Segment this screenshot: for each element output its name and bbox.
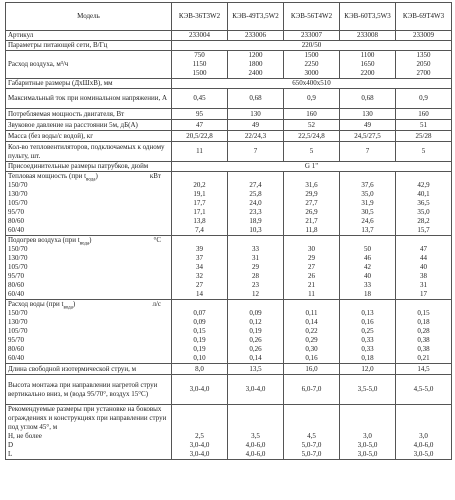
power-label: Параметры питающей сети, В/Гц [6,41,172,51]
jet-length-value: 13,5 [228,364,284,375]
recommended-sizes-values: 3,5 4,0-6,0 4,0-6,0 [228,405,284,460]
heaters-value: 11 [172,142,228,162]
air-heating-group [6,236,452,300]
current-value: 0,9 [396,89,452,109]
recommended-sizes-values: 4,5 5,0-7,0 5,0-7,0 [284,405,340,460]
article-value: 233007 [284,31,340,41]
mass-value: 22,5/24,8 [284,131,340,142]
power-value: 220/50 [172,41,452,51]
mounting-height-value: 3,0-4,0 [228,375,284,405]
motor-value: 95 [172,109,228,120]
current-label: Максимальный ток при номинальном напряжении, А [6,89,172,109]
jet-length-row [6,364,452,375]
mounting-height-value: 6,0-7,0 [284,375,340,405]
header-model-5: КЭВ-69Т4W3 [396,3,452,31]
water-flow-group [6,300,452,364]
heaters-value: 5 [284,142,340,162]
heat-output-values: 20,2 19,1 17,7 17,1 13,8 7,4 [172,172,228,236]
motor-row [6,109,452,120]
mass-value: 25/28 [396,131,452,142]
airflow-values: 1200 1800 2400 [228,51,284,79]
jet-length-value: 14,5 [396,364,452,375]
header-model-1: КЭВ-36Т3W2 [172,3,228,31]
mounting-height-row [6,375,452,405]
noise-value: 49 [228,120,284,131]
airflow-values: 1350 2050 2700 [396,51,452,79]
airflow-values: 1100 1650 2200 [340,51,396,79]
motor-value: 130 [228,109,284,120]
article-value: 233004 [172,31,228,41]
heaters-value: 7 [340,142,396,162]
mass-value: 22/24,3 [228,131,284,142]
mass-row [6,131,452,142]
air-heating-values: 50 46 42 40 33 18 [340,236,396,300]
header-model-2: КЭВ-49Т3,5W2 [228,3,284,31]
noise-value: 47 [172,120,228,131]
heaters-value: 5 [396,142,452,162]
header-model-3: КЭВ-56Т4W2 [284,3,340,31]
water-flow-values: 0,13 0,16 0,25 0,33 0,33 0,18 [340,300,396,364]
power-row [6,41,452,51]
airflow-values: 750 1150 1500 [172,51,228,79]
noise-label: Звуковое давление на расстоянии 5м, дБ(А) [6,120,172,131]
water-flow-values: 0,09 0,12 0,19 0,26 0,26 0,14 [228,300,284,364]
jet-length-value: 8,0 [172,364,228,375]
specifications-table [5,2,452,460]
recommended-sizes-values: 3,0 4,0-6,0 3,0-5,0 [396,405,452,460]
noise-value: 51 [396,120,452,131]
motor-value: 160 [396,109,452,120]
water-flow-label: Расход воды (при $t_{вода}$) л/с 150/70 130/70 105/70 95/70 80/60 60/40 [6,300,172,364]
airflow-values: 1500 2250 3000 [284,51,340,79]
mass-label: Масса (без воды/с водой), кг [6,131,172,142]
heat-output-group [6,172,452,236]
header-row [6,3,452,31]
recommended-sizes-row [6,405,452,460]
recommended-sizes-values: 2,5 3,0-4,0 3,0-4,0 [172,405,228,460]
jet-length-value: 12,0 [340,364,396,375]
air-heating-values: 47 44 40 38 31 17 [396,236,452,300]
airflow-label: Расход воздуха, м³/ч [6,51,172,79]
heat-output-values: 27,4 25,8 24,0 23,3 18,9 10,3 [228,172,284,236]
motor-label: Потребляемая мощность двигателя, Вт [6,109,172,120]
air-heating-values: 30 29 27 26 21 11 [284,236,340,300]
heat-output-values: 37,6 35,0 31,9 30,5 24,6 13,7 [340,172,396,236]
mounting-height-value: 3,5-5,0 [340,375,396,405]
pipes-value: G 1" [172,162,452,172]
current-value: 0,68 [228,89,284,109]
current-value: 0,9 [284,89,340,109]
heat-output-values: 42,9 40,1 36,5 35,0 28,2 15,7 [396,172,452,236]
dimensions-label: Габаритные размеры (ДхШхВ), мм [6,79,172,89]
pipes-label: Присоединительные размеры патрубков, дюйм [6,162,172,172]
airflow-row [6,51,452,79]
heaters-row [6,142,452,162]
mass-value: 24,5/27,5 [340,131,396,142]
motor-value: 130 [340,109,396,120]
mass-value: 20,5/22,8 [172,131,228,142]
noise-value: 49 [340,120,396,131]
noise-value: 52 [284,120,340,131]
article-value: 233008 [340,31,396,41]
recommended-sizes-values: 3,0 3,0-5,0 3,0-5,0 [340,405,396,460]
article-row [6,31,452,41]
current-row [6,89,452,109]
article-value: 233006 [228,31,284,41]
article-value: 233009 [396,31,452,41]
noise-row [6,120,452,131]
water-flow-values: 0,15 0,18 0,28 0,38 0,38 0,21 [396,300,452,364]
dimensions-value: 650х400х510 [172,79,452,89]
heaters-label: Кол-во тепловентиляторов, подключаемых к одному пульту, шт. [6,142,172,162]
water-flow-values: 0,07 0,09 0,15 0,19 0,19 0,10 [172,300,228,364]
current-value: 0,45 [172,89,228,109]
water-flow-values: 0,11 0,14 0,22 0,29 0,30 0,16 [284,300,340,364]
header-model: Модель [6,3,172,31]
jet-length-value: 16,0 [284,364,340,375]
air-heating-label: Подогрев воздуха (при $t_{вода}$) °С 150/70 130/70 105/70 95/70 80/60 60/40 [6,236,172,300]
jet-length-label: Длина свободной изотермической струи, м [6,364,172,375]
dimensions-row [6,79,452,89]
header-model-4: КЭВ-60Т3,5W3 [340,3,396,31]
current-value: 0,68 [340,89,396,109]
pipes-row [6,162,452,172]
motor-value: 160 [284,109,340,120]
air-heating-values: 39 37 34 32 27 14 [172,236,228,300]
mounting-height-label: Высота монтажа при направлении нагретой струи вертикально вниз, м (вода 95/70°, воздух 15°С) [6,375,172,405]
recommended-sizes-label: Рекомендуемые размеры при установке на боковых ограждениях и конструкциях при направлении струи под углом 45°, м H, не более D L [6,405,172,460]
article-label: Артикул [6,31,172,41]
air-heating-values: 33 31 29 28 23 12 [228,236,284,300]
heat-output-label: Тепловая мощность (при $t_{вода}$) кВт 150/70 130/70 105/70 95/70 80/60 60/40 [6,172,172,236]
heat-output-values: 31,6 29,9 27,7 26,9 21,7 11,8 [284,172,340,236]
mounting-height-value: 3,0-4,0 [172,375,228,405]
mounting-height-value: 4,5-5,0 [396,375,452,405]
heaters-value: 7 [228,142,284,162]
